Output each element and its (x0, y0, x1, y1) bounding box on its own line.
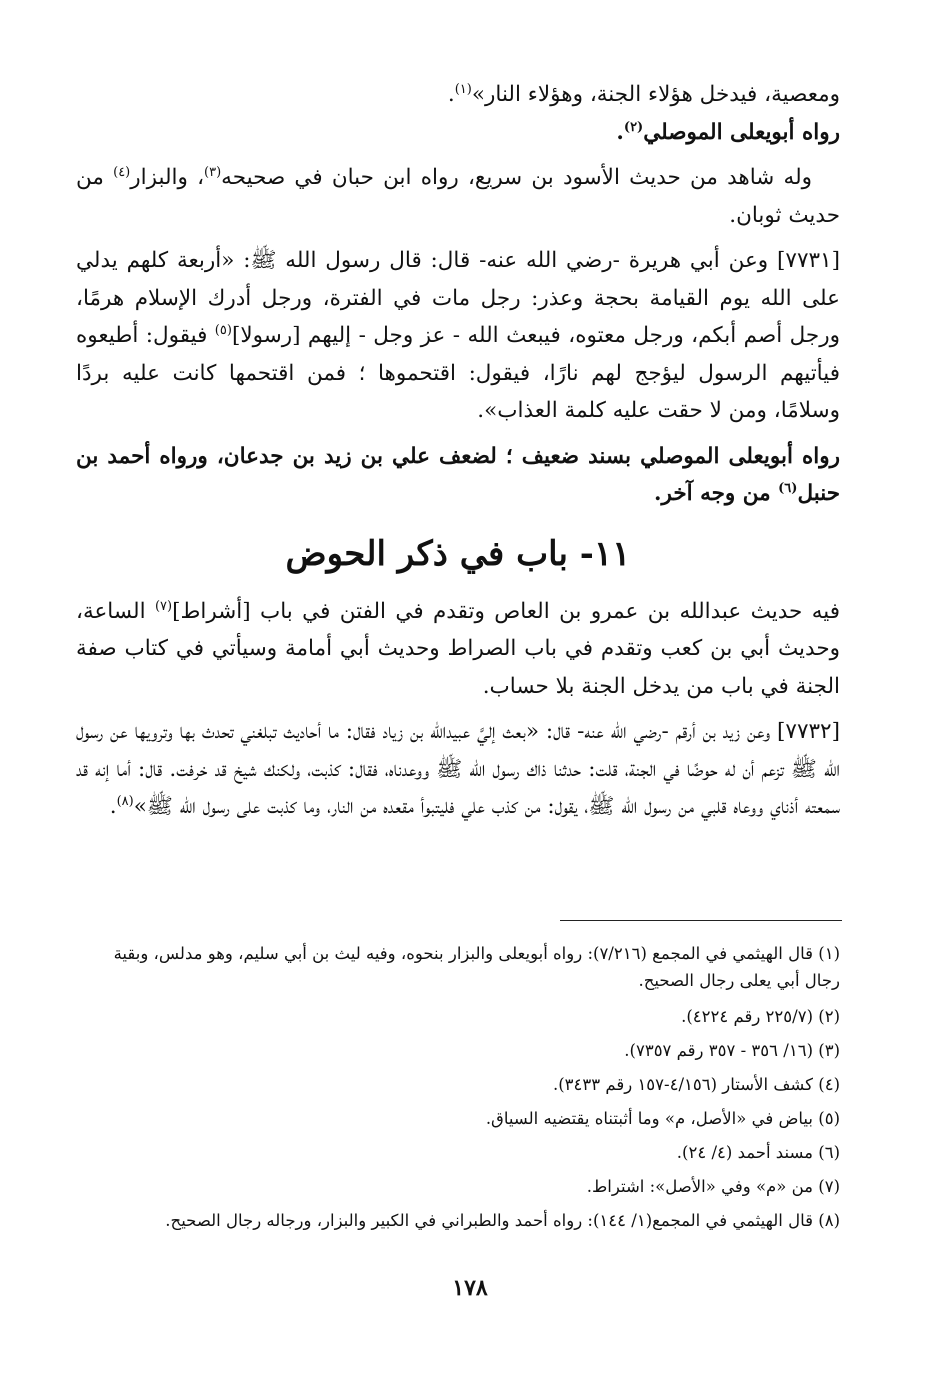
footnote-ref-5: (٥) (214, 322, 232, 338)
footnote-ref-2: (٢) (623, 119, 644, 135)
hadith-7732-text: [٧٧٣٢] وعن زيد بن أرقم -رضي الله عنه- قال: «بعث إليَّ عبيدالله بن زياد فقال: ما أحاديث تبلغني تحدث بها وترويها عن رسول الله ﷺ تزعم أن له حوضًا في الجنة، قلت: حدثنا ذاك رسول الله ﷺ ووعدناه، فقال: كذبت، ولكنك شيخ قد خرفت. قال: أما إنه قد سمعته أذناي ووعاه قلبي من رسول الله ﷺ، يقول: من كذب علي فليتبوأ مقعده من النار، وما كذبت على رسول الله ﷺ» (76, 719, 840, 819)
paragraph-6-text-b: الساعة، وحديث أبي بن كعب وتقدم في باب الصراط وحديث أبي أمامة وسيأتي في كتاب صفة الجنة في باب من يدخل الجنة بلا حساب. (76, 598, 840, 699)
footnote-7: (٧) من «م» وفي «الأصل»: اشتراط. (586, 1177, 840, 1196)
main-text (76, 76, 840, 826)
footnote-ref-1: (١) (454, 81, 472, 97)
paragraph-3 (76, 159, 840, 234)
paragraph-1: ومعصية، فيدخل هؤلاء الجنة، وهؤلاء النار»$^{(١)}$. (447, 81, 840, 107)
page-number: ١٧٨ (452, 1275, 488, 1301)
paragraph-5 (76, 438, 840, 513)
paragraph-3-text-a: وله شاهد من حديث الأسود بن سريع، رواه ابن حبان في صحيحه (221, 165, 813, 190)
paragraph-2: رواه أبويعلى الموصلي$^{(٢)}$. (616, 119, 840, 145)
paragraph-3-text-b: ، والبزار (130, 165, 205, 190)
chapter-heading: ١١- باب في ذكر الحوض (285, 533, 631, 574)
hadith-7731-text-b: فيقول: أطيعوه فيأتيهم الرسول ليؤجج لهم نارًا، فيقول: اقتحموها ؛ فمن اقتحمها كانت عليه بردًا وسلامًا، ومن لا حقت عليه كلمة العذاب». (76, 323, 840, 423)
footnote-separator (560, 920, 842, 921)
footnote-2: (٢) (٢٢٥/٧ رقم ٤٢٢٤). (681, 1007, 840, 1026)
footnote-ref-7: (٧) (154, 598, 173, 614)
hadith-7732: [٧٧٣٢] وعن زيد بن أرقم -رضي الله عنه- قال: «بعث إليَّ عبيدالله بن زياد فقال: ما أحاديث تبلغني تحدث بها وترويها عن رسول الله ﷺ تزعم أن له حوضًا في الجنة، قلت: حدثنا ذاك رسول الله ﷺ ووعدناه، فقال: كذبت، ولكنك شيخ قد خرفت. قال: أما إنه قد سمعته أذناي ووعاه قلبي من رسول الله ﷺ، يقول: من كذب علي فليتبوأ مقعده من النار، وما كذبت على رسول الله ﷺ»$^{(٨)}$. (76, 719, 840, 819)
footnote-ref-3: (٣) (204, 164, 222, 180)
footnote-1: (١) قال الهيثمي في المجمع (٧/٢١٦): رواه أبويعلى والبزار بنحوه، وفيه ليث بن أبي سليم، وهو مدلس، وبقية رجال أبي يعلى رجال الصحيح. (113, 944, 840, 990)
paragraph-2-text: رواه أبويعلى الموصلي (643, 119, 840, 145)
hadith-7731 (76, 242, 840, 430)
footnote-4: (٤) كشف الأستار (٤/١٥٦-١٥٧ رقم ٣٤٣٣). (552, 1075, 840, 1094)
footnote-ref-6: (٦) (778, 480, 798, 496)
footnote-6: (٦) مسند أحمد (٤/ ٢٤). (676, 1143, 840, 1162)
paragraph-1-text: ومعصية، فيدخل هؤلاء الجنة، وهؤلاء النار» (471, 82, 840, 107)
footnote-3: (٣) (١٦/ ٣٥٦ - ٣٥٧ رقم ٧٣٥٧). (624, 1041, 840, 1060)
hadith-7731-text-a: [٧٧٣١] وعن أبي هريرة -رضي الله عنه- قال: قال رسول الله ﷺ: «أربعة كلهم يدلي على الله يوم القيامة بحجة وعذر: رجل مات في الفترة، ورجل أدرك الإسلام هرمًا، ورجل أصم أبكم، ورجل معتوه، فيبعث الله - عز وجل - إليهم [رسولا] (76, 248, 840, 348)
paragraph-5-text-b: من وجه آخر. (653, 481, 779, 506)
footnote-ref-4: (٤) (113, 164, 131, 180)
footnote-ref-8: (٨) (116, 793, 134, 809)
footnote-5: (٥) بياض في «الأصل، م» وما أثبتناه يقتضيه السياق. (485, 1109, 840, 1128)
paragraph-6-text-a: فيه حديث عبدالله بن عمرو بن العاص وتقدم في الفتن في باب [أشراط] (172, 598, 840, 624)
footnotes (76, 938, 840, 1238)
paragraph-5-text-a: رواه أبويعلى الموصلي بسند ضعيف ؛ لضعف علي بن زيد بن جدعان، ورواه أحمد بن حنبل (76, 443, 840, 506)
paragraph-3-text-c: من حديث ثوبان. (76, 165, 840, 228)
footnote-8: (٨) قال الهيثمي في المجمع(١/ ١٤٤): رواه أحمد والطبراني في الكبير والبزار، ورجاله رجال الصحيح. (165, 1211, 840, 1230)
paragraph-6 (76, 593, 840, 706)
